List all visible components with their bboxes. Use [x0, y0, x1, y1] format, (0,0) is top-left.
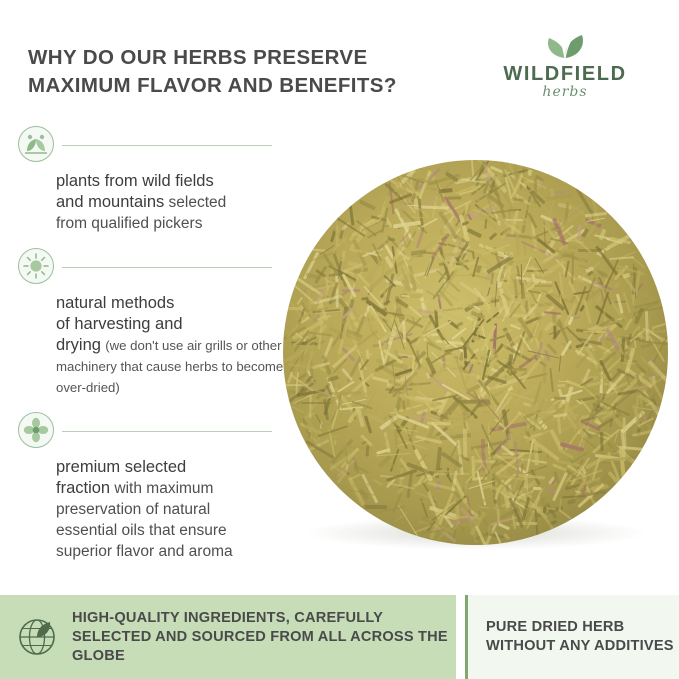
dried-herb-pile	[283, 160, 668, 545]
feature-item-plants	[18, 126, 294, 234]
feature-text-fraction	[56, 457, 288, 562]
feature-item-drying	[18, 248, 294, 398]
feature-divider	[62, 267, 272, 268]
feature-fraction-line1: premium selected	[56, 458, 187, 476]
feature-text-drying	[56, 293, 288, 398]
feature-drying-line1: natural methods	[56, 294, 175, 312]
page-title: WHY DO OUR HERBS PRESERVE MAXIMUM FLAVOR AND BENEFITS?	[28, 46, 397, 97]
feature-divider	[62, 145, 272, 146]
feature-text-plants	[56, 171, 288, 234]
feature-drying-line2: of harvesting and	[56, 315, 183, 333]
flower-icon	[18, 412, 54, 448]
feature-item-fraction	[18, 412, 294, 562]
feature-fraction-line4: essential oils that ensure	[56, 522, 227, 539]
two-leaves-icon	[535, 22, 595, 60]
banner-pure-text: PURE DRIED HERB WITHOUT ANY ADDITIVES	[486, 619, 674, 654]
logo-subtitle: herbs	[542, 84, 588, 100]
feature-drying-line3: drying	[56, 336, 101, 354]
banner-pure	[465, 595, 679, 679]
feature-fraction-line3: preservation of natural	[56, 501, 211, 518]
feature-plants-line2: and mountains	[56, 193, 165, 211]
sun-drying-icon	[18, 248, 54, 284]
feature-drying-note: (we don't use air grills or other machinery that cause herbs to become over-dried)	[56, 338, 284, 395]
banner-quality-text: HIGH-QUALITY INGREDIENTS, CAREFULLY SELECTED AND SOURCED FROM ALL ACROSS THE GLOBE	[72, 609, 448, 664]
feature-divider	[62, 431, 272, 432]
feature-fraction-line2-rest: with maximum	[110, 480, 214, 497]
product-image	[283, 160, 668, 560]
feature-plants-line2-rest: selected	[164, 194, 227, 211]
feature-plants-line3: from qualified pickers	[56, 215, 203, 232]
feature-plants-line1: plants from wild fields	[56, 172, 214, 190]
header	[0, 0, 679, 120]
brand-logo	[475, 22, 655, 100]
feature-fraction-line2: fraction	[56, 479, 111, 497]
globe-leaf-icon	[14, 614, 60, 660]
logo-wordmark: WILDFIELD	[503, 63, 627, 85]
banner-quality	[0, 595, 456, 679]
wild-field-plants-icon	[18, 126, 54, 162]
feature-fraction-line5: superior flavor and aroma	[56, 543, 233, 560]
feature-list	[18, 126, 294, 576]
